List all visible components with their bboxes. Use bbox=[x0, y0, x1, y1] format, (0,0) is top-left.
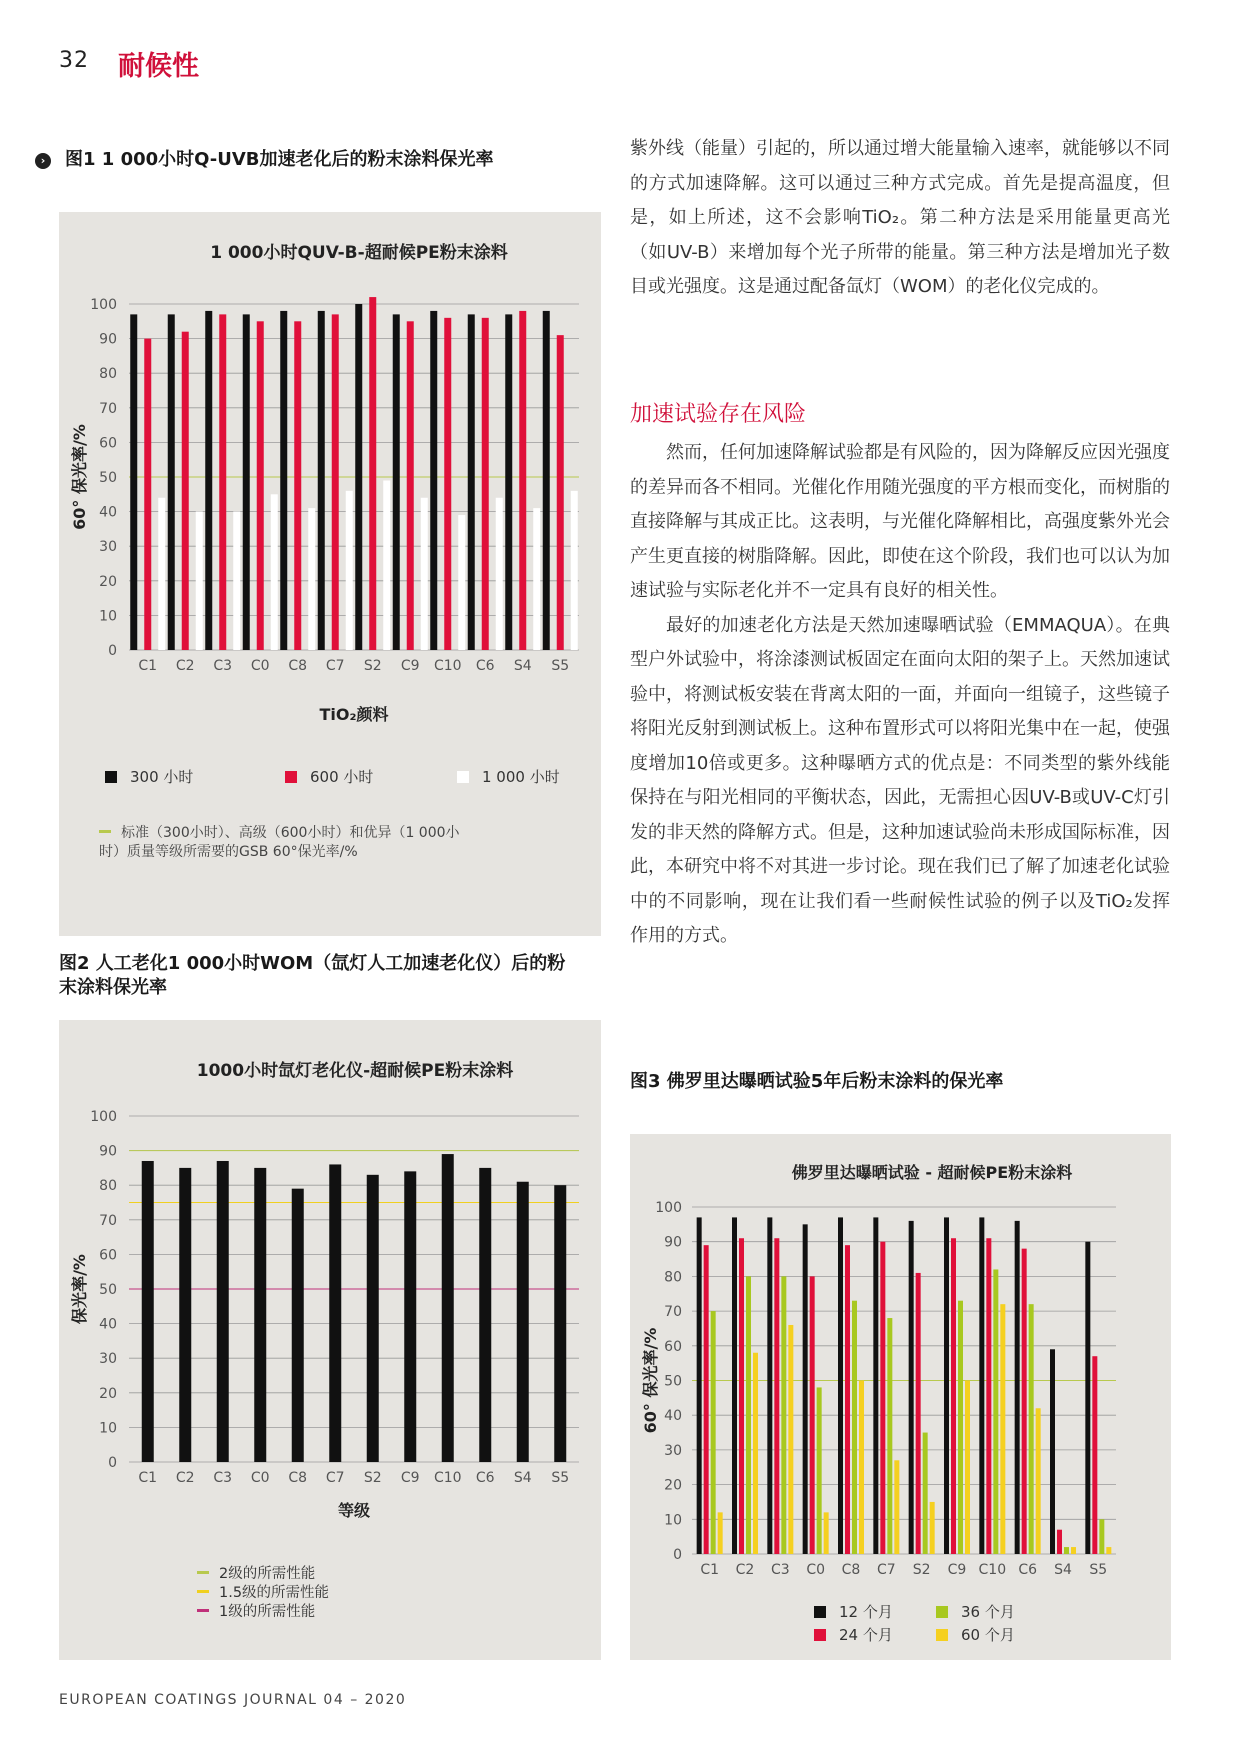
x-tick-label: S4 bbox=[513, 1470, 532, 1486]
bar-C10-s1 bbox=[444, 318, 451, 650]
figure2-caption-line2: 末涂料保光率 bbox=[59, 977, 167, 998]
bar-C9-s3 bbox=[965, 1381, 970, 1555]
x-tick-label: C7 bbox=[325, 658, 345, 674]
bar-S5-s0 bbox=[543, 311, 550, 650]
bar-C2-s3 bbox=[753, 1353, 758, 1554]
bar-C3-s1 bbox=[219, 314, 226, 650]
bar-C6-s0 bbox=[1015, 1221, 1020, 1554]
bar-C2-s2 bbox=[196, 512, 203, 650]
y-axis-label: 60° 保光率/% bbox=[70, 424, 89, 530]
x-tick-label: C8 bbox=[288, 658, 308, 674]
legend-swatch bbox=[814, 1606, 826, 1618]
bar-C2-s0 bbox=[168, 314, 175, 650]
legend-label: 1.5级的所需性能 bbox=[219, 1585, 330, 1601]
bar-C9-s0 bbox=[944, 1217, 949, 1554]
legend-line-swatch bbox=[197, 1571, 209, 1574]
y-tick-label: 30 bbox=[99, 539, 117, 556]
y-tick-label: 50 bbox=[664, 1373, 682, 1390]
y-axis-label: 保光率/% bbox=[70, 1254, 89, 1324]
y-tick-label: 70 bbox=[99, 1212, 117, 1229]
bar-S2-s1 bbox=[369, 297, 376, 650]
x-tick-label: S4 bbox=[513, 658, 532, 674]
bar-C7-s0 bbox=[329, 1164, 341, 1462]
bar-C2-s1 bbox=[182, 332, 189, 650]
y-tick-label: 70 bbox=[664, 1304, 682, 1321]
bar-C1-s0 bbox=[130, 314, 137, 650]
legend-item-24m bbox=[814, 1624, 893, 1645]
bar-S2-s0 bbox=[909, 1221, 914, 1554]
bar-S4-s2 bbox=[533, 508, 540, 650]
legend-item-60m bbox=[936, 1624, 1015, 1645]
x-axis-label: 等级 bbox=[337, 1501, 371, 1520]
bar-C8-s1 bbox=[294, 321, 301, 650]
bar-S4-s0 bbox=[1050, 1349, 1055, 1554]
bar-C8-s0 bbox=[280, 311, 287, 650]
bar-C9-s0 bbox=[404, 1171, 416, 1462]
bar-C1-s2 bbox=[711, 1311, 716, 1554]
bar-C1-s0 bbox=[142, 1161, 154, 1462]
bar-C2-s0 bbox=[732, 1217, 737, 1554]
bar-C9-s2 bbox=[421, 498, 428, 650]
legend-swatch bbox=[105, 771, 117, 783]
legend-swatch bbox=[936, 1606, 948, 1618]
figure2-caption-line1: 图2 人工老化1 000小时WOM（氙灯人工加速老化仪）后的粉 bbox=[59, 953, 566, 974]
legend-item-12m bbox=[814, 1601, 893, 1622]
y-tick-label: 80 bbox=[99, 366, 117, 383]
x-tick-label: S2 bbox=[363, 1470, 382, 1486]
legend-label: 1 000 小时 bbox=[482, 768, 560, 786]
bar-C1-s1 bbox=[144, 339, 151, 650]
bar-C1-s2 bbox=[158, 498, 165, 650]
arrow-right-icon: › bbox=[35, 153, 51, 169]
legend-note-line1: 标准（300小时）、高级（600小时）和优异（1 000小 bbox=[121, 825, 460, 841]
bar-C2-s0 bbox=[179, 1168, 191, 1462]
bar-S4-s3 bbox=[1071, 1547, 1076, 1554]
bar-C8-s0 bbox=[292, 1189, 304, 1462]
bar-C1-s0 bbox=[697, 1217, 702, 1554]
legend-swatch bbox=[814, 1629, 826, 1641]
legend-label: 60 个月 bbox=[961, 1626, 1015, 1644]
article-paragraph-2 bbox=[630, 436, 1170, 954]
bar-C10-s3 bbox=[1000, 1304, 1005, 1554]
bar-S2-s0 bbox=[355, 304, 362, 650]
paragraph-text: 紫外线（能量）引起的，所以通过增大能量输入速率，就能够以不同的方式加速降解。这可以通过三种方式完成。首先是提高温度，但是，如上所述，这不会影响TiO₂。第二种方法是采用能量更高光（如UV-B）来增加每个光子所带的能量。第三种方法是增加光子数目或光强度。这是通过配备氙灯（WOM）的老化仪完成的。 bbox=[630, 138, 1170, 297]
bar-S2-s3 bbox=[930, 1502, 935, 1554]
legend-swatch bbox=[285, 771, 297, 783]
bar-C0-s2 bbox=[271, 494, 278, 650]
footer-journal: EUROPEAN COATINGS JOURNAL 04 – 2020 bbox=[59, 1692, 407, 1708]
bar-S5-s2 bbox=[1099, 1519, 1104, 1554]
bar-S4-s0 bbox=[505, 314, 512, 650]
bar-C7-s2 bbox=[887, 1318, 892, 1554]
bar-S5-s2 bbox=[571, 491, 578, 650]
figure1-caption-text: 图1 1 000小时Q-UVB加速老化后的粉末涂料保光率 bbox=[65, 149, 494, 170]
legend-label: 2级的所需性能 bbox=[219, 1566, 316, 1582]
legend-label: 300 小时 bbox=[130, 768, 194, 786]
bar-C9-s0 bbox=[393, 314, 400, 650]
x-tick-label: C8 bbox=[288, 1470, 308, 1486]
bar-C0-s0 bbox=[254, 1168, 266, 1462]
legend-item-1000h bbox=[457, 766, 560, 787]
legend-line-swatch bbox=[99, 830, 111, 833]
y-tick-label: 90 bbox=[664, 1234, 682, 1251]
y-tick-label: 100 bbox=[90, 297, 117, 313]
bar-C8-s3 bbox=[859, 1381, 864, 1555]
x-tick-label: S5 bbox=[1089, 1562, 1108, 1578]
article-subheading: 加速试验存在风险 bbox=[630, 402, 807, 427]
y-tick-label: 90 bbox=[99, 331, 117, 348]
y-tick-label: 100 bbox=[655, 1200, 682, 1216]
x-tick-label: C2 bbox=[175, 1470, 195, 1486]
legend-swatch bbox=[457, 771, 469, 783]
x-tick-label: S5 bbox=[551, 1470, 570, 1486]
y-axis-label: 60° 保光率/% bbox=[641, 1327, 660, 1434]
bar-S4-s0 bbox=[517, 1182, 529, 1462]
x-tick-label: C3 bbox=[213, 1470, 233, 1486]
y-tick-label: 10 bbox=[99, 1420, 117, 1437]
bar-C9-s2 bbox=[958, 1301, 963, 1554]
y-tick-label: 100 bbox=[90, 1109, 117, 1125]
x-tick-label: C9 bbox=[400, 1470, 420, 1486]
x-tick-label: C0 bbox=[250, 658, 270, 674]
bar-S4-s1 bbox=[1057, 1530, 1062, 1554]
bar-S2-s1 bbox=[916, 1273, 921, 1554]
bar-C7-s1 bbox=[332, 314, 339, 650]
bar-C8-s1 bbox=[845, 1245, 850, 1554]
bar-C3-s2 bbox=[781, 1276, 786, 1554]
y-tick-label: 40 bbox=[99, 504, 117, 521]
figure1-caption bbox=[40, 148, 599, 172]
bar-C3-s1 bbox=[774, 1238, 779, 1554]
bar-S2-s2 bbox=[383, 480, 390, 650]
bar-C1-s1 bbox=[704, 1245, 709, 1554]
chart-title: 1000小时氙灯老化仪-超耐候PE粉末涂料 bbox=[196, 1061, 514, 1081]
x-tick-label: C0 bbox=[806, 1562, 826, 1578]
bar-C3-s0 bbox=[767, 1217, 772, 1554]
x-tick-label: C6 bbox=[475, 658, 495, 674]
bar-C2-s1 bbox=[739, 1238, 744, 1554]
bar-C3-s3 bbox=[788, 1325, 793, 1554]
y-tick-label: 60 bbox=[99, 435, 117, 452]
y-tick-label: 30 bbox=[99, 1351, 117, 1368]
bar-S4-s2 bbox=[1064, 1547, 1069, 1554]
bar-C0-s1 bbox=[257, 321, 264, 650]
bar-C9-s1 bbox=[951, 1238, 956, 1554]
y-tick-label: 20 bbox=[99, 573, 117, 590]
bar-C7-s0 bbox=[318, 311, 325, 650]
figure2-caption bbox=[59, 952, 604, 1000]
bar-C8-s2 bbox=[308, 508, 315, 650]
y-tick-label: 10 bbox=[99, 608, 117, 625]
figure3-chart-panel bbox=[630, 1134, 1171, 1660]
bar-C3-s0 bbox=[205, 311, 212, 650]
y-tick-label: 70 bbox=[99, 400, 117, 417]
bar-C0-s0 bbox=[243, 314, 250, 650]
bar-C10-s0 bbox=[430, 311, 437, 650]
bar-C0-s1 bbox=[810, 1276, 815, 1554]
y-tick-label: 50 bbox=[99, 1282, 117, 1298]
legend-item-300h bbox=[105, 766, 193, 787]
x-tick-label: C9 bbox=[947, 1562, 967, 1578]
x-tick-label: C3 bbox=[770, 1562, 790, 1578]
bar-C7-s0 bbox=[873, 1217, 878, 1554]
bar-C10-s2 bbox=[458, 515, 465, 650]
bar-C6-s1 bbox=[482, 318, 489, 650]
bar-C0-s3 bbox=[824, 1512, 829, 1554]
bar-C6-s3 bbox=[1036, 1408, 1041, 1554]
paragraph-text: 最好的加速老化方法是天然加速曝晒试验（EMMAQUA）。在典型户外试验中，将涂漆测试板固定在面向太阳的架子上。天然加速试验中，将测试板安装在背离太阳的一面，并面向一组镜子，这些镜子将阳光反射到测试板上。这种布置形式可以将阳光集中在一起，使强度增加10倍或更多。这种曝晒方式的优点是：不同类型的紫外线能保持在与阳光相同的平衡状态，因此，无需担心因UV-B或UV-C灯引发的非天然的降解方式。但是，这种加速试验尚未形成国际标准，因此，本研究中将不对其进一步讨论。现在我们已了解了加速老化试验中的不同影响，现在让我们看一些耐候性试验的例子以及TiO₂发挥作用的方式。 bbox=[630, 614, 1170, 946]
y-tick-label: 30 bbox=[664, 1442, 682, 1459]
bar-C7-s2 bbox=[346, 491, 353, 650]
article-paragraph-1 bbox=[630, 132, 1170, 305]
legend-line-swatch bbox=[197, 1590, 209, 1593]
x-tick-label: C3 bbox=[213, 658, 233, 674]
y-tick-label: 90 bbox=[99, 1143, 117, 1160]
bar-C9-s1 bbox=[407, 321, 414, 650]
bar-C10-s2 bbox=[993, 1269, 998, 1554]
bar-C10-s0 bbox=[442, 1154, 454, 1462]
figure1-legend-note bbox=[99, 824, 579, 862]
bar-C0-s2 bbox=[817, 1387, 822, 1554]
bar-C7-s3 bbox=[894, 1460, 899, 1554]
legend-item-grade1 bbox=[197, 1600, 315, 1621]
section-title: 耐候性 bbox=[118, 51, 199, 82]
bar-S2-s0 bbox=[367, 1175, 379, 1462]
chart-title: 1 000小时QUV-B-超耐候PE粉末涂料 bbox=[210, 243, 508, 263]
x-tick-label: C7 bbox=[325, 1470, 345, 1486]
chart-title: 佛罗里达曝晒试验 - 超耐候PE粉末涂料 bbox=[791, 1163, 1073, 1182]
x-tick-label: C10 bbox=[978, 1562, 1007, 1578]
x-tick-label: C1 bbox=[138, 658, 158, 674]
bar-S4-s1 bbox=[519, 311, 526, 650]
x-tick-label: C8 bbox=[841, 1562, 861, 1578]
x-tick-label: C0 bbox=[250, 1470, 270, 1486]
y-tick-label: 40 bbox=[664, 1408, 682, 1425]
legend-label: 24 个月 bbox=[839, 1626, 893, 1644]
y-tick-label: 80 bbox=[664, 1269, 682, 1286]
bar-C0-s0 bbox=[803, 1224, 808, 1554]
bar-C6-s2 bbox=[496, 498, 503, 650]
x-tick-label: C2 bbox=[175, 658, 195, 674]
y-tick-label: 80 bbox=[99, 1178, 117, 1195]
legend-swatch bbox=[936, 1629, 948, 1641]
legend-label: 600 小时 bbox=[310, 768, 374, 786]
legend-note-line2: 时）质量等级所需要的GSB 60°保光率/% bbox=[99, 844, 358, 860]
x-tick-label: C10 bbox=[433, 1470, 462, 1486]
legend-label: 1级的所需性能 bbox=[219, 1604, 316, 1620]
legend-item-600h bbox=[285, 766, 373, 787]
x-tick-label: C2 bbox=[735, 1562, 755, 1578]
figure2-chart bbox=[59, 1020, 601, 1660]
x-tick-label: S2 bbox=[363, 658, 382, 674]
bar-S5-s0 bbox=[554, 1185, 566, 1462]
bar-C8-s0 bbox=[838, 1217, 843, 1554]
figure1-chart-panel bbox=[59, 212, 601, 936]
x-tick-label: S2 bbox=[912, 1562, 931, 1578]
y-tick-label: 20 bbox=[99, 1385, 117, 1402]
bar-S5-s0 bbox=[1085, 1242, 1090, 1554]
bar-S5-s1 bbox=[557, 335, 564, 650]
y-tick-label: 10 bbox=[664, 1512, 682, 1529]
legend-item-grade2 bbox=[197, 1562, 315, 1583]
figure3-caption: 图3 佛罗里达曝晒试验5年后粉末涂料的保光率 bbox=[630, 1071, 1004, 1092]
bar-S5-s3 bbox=[1106, 1547, 1111, 1554]
paragraph-text: 然而，任何加速降解试验都是有风险的，因为降解反应因光强度的差异而各不相同。光催化作用随光强度的平方根而变化，而树脂的直接降解与其成正比。这表明，与光催化降解相比，高强度紫外光会产生更直接的树脂降解。因此，即使在这个阶段，我们也可以认为加速试验与实际老化并不一定具有良好的相关性。 bbox=[630, 442, 1170, 601]
x-tick-label: C6 bbox=[475, 1470, 495, 1486]
y-tick-label: 40 bbox=[99, 1316, 117, 1333]
bar-S5-s1 bbox=[1092, 1356, 1097, 1554]
x-tick-label: C9 bbox=[400, 658, 420, 674]
y-tick-label: 0 bbox=[108, 1455, 117, 1471]
bar-C8-s2 bbox=[852, 1301, 857, 1554]
x-tick-label: C1 bbox=[138, 1470, 158, 1486]
x-tick-label: S5 bbox=[551, 658, 570, 674]
bar-C1-s3 bbox=[718, 1512, 723, 1554]
legend-item-grade1-5 bbox=[197, 1581, 329, 1602]
x-tick-label: C7 bbox=[876, 1562, 896, 1578]
bar-C6-s2 bbox=[1029, 1304, 1034, 1554]
figure3-chart bbox=[630, 1134, 1171, 1660]
y-tick-label: 20 bbox=[664, 1477, 682, 1494]
bar-C10-s0 bbox=[979, 1217, 984, 1554]
x-tick-label: C1 bbox=[700, 1562, 720, 1578]
figure2-chart-panel bbox=[59, 1020, 601, 1660]
y-tick-label: 50 bbox=[99, 470, 117, 486]
bar-C10-s1 bbox=[986, 1238, 991, 1554]
legend-line-swatch bbox=[197, 1609, 209, 1612]
bar-C3-s0 bbox=[217, 1161, 229, 1462]
x-axis-label: TiO₂颜料 bbox=[319, 705, 389, 724]
bar-S2-s2 bbox=[923, 1433, 928, 1554]
bar-C7-s1 bbox=[880, 1242, 885, 1554]
y-tick-label: 60 bbox=[99, 1247, 117, 1264]
legend-item-36m bbox=[936, 1601, 1015, 1622]
legend-label: 12 个月 bbox=[839, 1603, 893, 1621]
bar-C3-s2 bbox=[233, 512, 240, 650]
x-tick-label: S4 bbox=[1054, 1562, 1072, 1578]
bar-C6-s1 bbox=[1022, 1249, 1027, 1554]
x-tick-label: C10 bbox=[433, 658, 462, 674]
bar-C2-s2 bbox=[746, 1276, 751, 1554]
y-tick-label: 60 bbox=[664, 1338, 682, 1355]
y-tick-label: 0 bbox=[108, 643, 117, 659]
page-number: 32 bbox=[59, 48, 89, 73]
bar-C6-s0 bbox=[468, 314, 475, 650]
y-tick-label: 0 bbox=[673, 1547, 682, 1563]
bar-C6-s0 bbox=[479, 1168, 491, 1462]
x-tick-label: C6 bbox=[1018, 1562, 1038, 1578]
legend-label: 36 个月 bbox=[961, 1603, 1015, 1621]
